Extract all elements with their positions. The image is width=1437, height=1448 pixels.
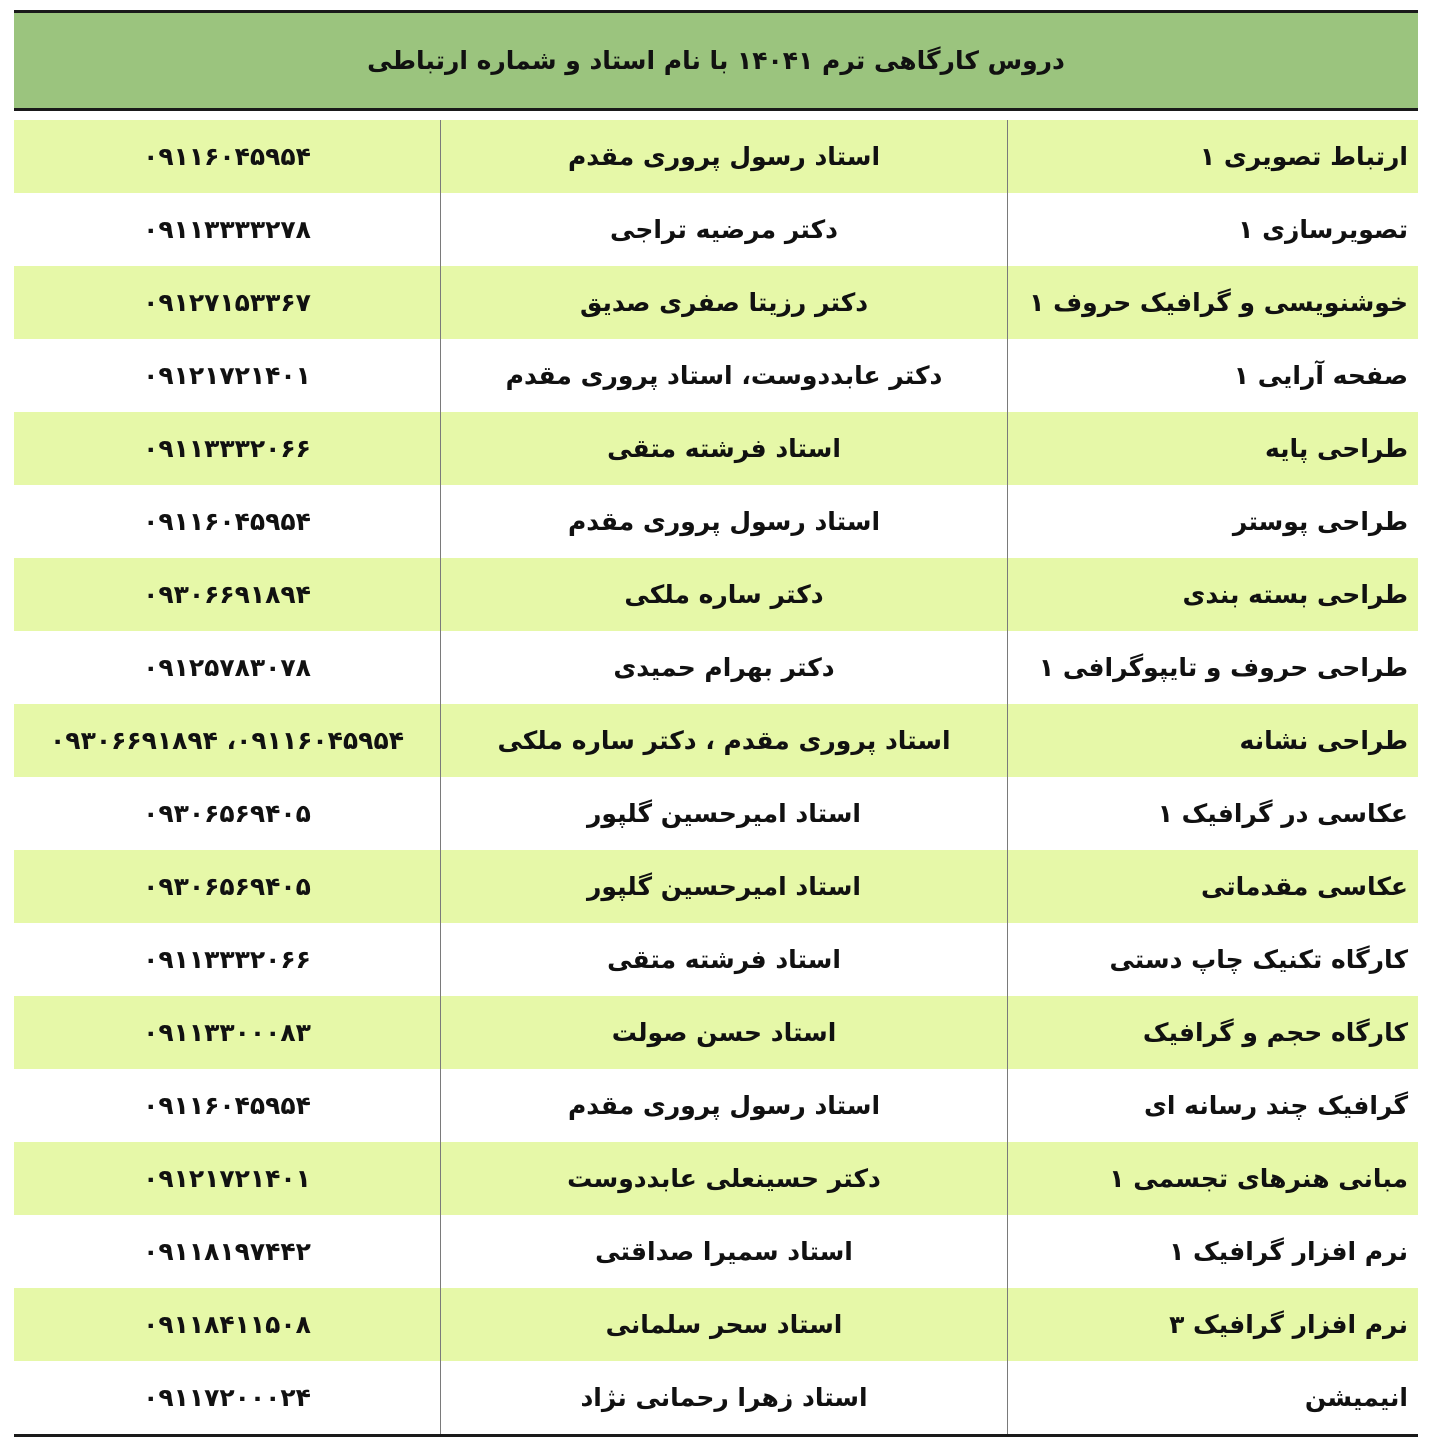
course-name-cell: مبانی هنرهای تجسمی ۱ [1007,1142,1418,1215]
teacher-name-cell: استاد امیرحسین گلپور [440,850,1007,923]
table-title: دروس کارگاهی ترم ۱۴۰۴۱ با نام استاد و شماره ارتباطی [14,10,1418,111]
table-row [14,923,1418,996]
teacher-name-cell: استاد امیرحسین گلپور [440,777,1007,850]
course-name-cell: گرافیک چند رسانه ای [1007,1069,1418,1142]
teacher-name-cell: استاد رسول پروری مقدم [440,120,1007,193]
course-name-cell: کارگاه تکنیک چاپ دستی [1007,923,1418,996]
phone-number-cell: ۰۹۳۰۶۶۹۱۸۹۴ [143,580,311,609]
phone-number-cell: ۰۹۱۱۷۲۰۰۰۲۴ [143,1383,311,1412]
teacher-name-cell: استاد فرشته متقی [440,412,1007,485]
table-row [14,558,1418,631]
table-row [14,850,1418,923]
phone-number-cell: ۰۹۱۱۳۳۰۰۰۸۳ [143,1018,311,1047]
teacher-name-cell: دکتر بهرام حمیدی [440,631,1007,704]
course-name-cell: طراحی پوستر [1007,485,1418,558]
table-row [14,412,1418,485]
table-row [14,1288,1418,1361]
table-row [14,704,1418,777]
teacher-name-cell: استاد سمیرا صداقتی [440,1215,1007,1288]
teacher-name-cell: استاد رسول پروری مقدم [440,485,1007,558]
table-row [14,631,1418,704]
table-row [14,1069,1418,1142]
table-row [14,996,1418,1069]
table-row [14,777,1418,850]
course-name-cell: ارتباط تصویری ۱ [1007,120,1418,193]
table-row [14,339,1418,412]
course-name-cell: تصویرسازی ۱ [1007,193,1418,266]
course-name-cell: طراحی پایه [1007,412,1418,485]
teacher-name-cell: دکتر حسینعلی عابددوست [440,1142,1007,1215]
course-name-cell: طراحی بسته بندی [1007,558,1418,631]
phone-number-cell: ۰۹۱۲۱۷۲۱۴۰۱ [143,1164,311,1193]
course-name-cell: کارگاه حجم و گرافیک [1007,996,1418,1069]
phone-number-cell: ۰۹۱۱۸۱۹۷۴۴۲ [143,1237,311,1266]
course-name-cell: عکاسی مقدماتی [1007,850,1418,923]
course-table-sheet [14,10,1418,1437]
table-row [14,1215,1418,1288]
teacher-name-cell: استاد رسول پروری مقدم [440,1069,1007,1142]
table-row [14,266,1418,339]
phone-number-cell: ۰۹۱۱۶۰۴۵۹۵۴ [143,1091,311,1120]
course-name-cell: نرم افزار گرافیک ۳ [1007,1288,1418,1361]
course-name-cell: انیمیشن [1007,1361,1418,1434]
phone-number-cell: ۰۹۱۱۳۳۳۲۰۶۶ [143,434,311,463]
teacher-name-cell: استاد زهرا رحمانی نژاد [440,1361,1007,1434]
table-row [14,120,1418,193]
course-name-cell: طراحی حروف و تایپوگرافی ۱ [1007,631,1418,704]
table-row [14,485,1418,558]
phone-number-cell: ۰۹۱۱۸۴۱۱۵۰۸ [143,1310,311,1339]
header-gap [14,111,1418,120]
table-row [14,1142,1418,1215]
phone-number-cell: ۰۹۱۲۷۱۵۳۳۶۷ [143,288,311,317]
phone-number-cell: ۰۹۱۱۶۰۴۵۹۵۴، ۰۹۳۰۶۶۹۱۸۹۴ [50,726,404,755]
phone-number-cell: ۰۹۱۱۳۳۳۲۰۶۶ [143,945,311,974]
course-name-cell: عکاسی در گرافیک ۱ [1007,777,1418,850]
phone-number-cell: ۰۹۱۱۳۳۳۳۲۷۸ [143,215,311,244]
course-name-cell: صفحه آرایی ۱ [1007,339,1418,412]
course-name-cell: طراحی نشانه [1007,704,1418,777]
course-name-cell: خوشنویسی و گرافیک حروف ۱ [1007,266,1418,339]
teacher-name-cell: استاد پروری مقدم ، دکتر ساره ملکی [440,704,1007,777]
teacher-name-cell: دکتر رزیتا صفری صدیق [440,266,1007,339]
teacher-name-cell: استاد فرشته متقی [440,923,1007,996]
teacher-name-cell: دکتر مرضیه تراجی [440,193,1007,266]
phone-number-cell: ۰۹۳۰۶۵۶۹۴۰۵ [143,799,311,828]
teacher-name-cell: استاد حسن صولت [440,996,1007,1069]
teacher-name-cell: دکتر ساره ملکی [440,558,1007,631]
table-row [14,1361,1418,1434]
phone-number-cell: ۰۹۱۱۶۰۴۵۹۵۴ [143,507,311,536]
table-row [14,193,1418,266]
course-name-cell: نرم افزار گرافیک ۱ [1007,1215,1418,1288]
teacher-name-cell: استاد سحر سلمانی [440,1288,1007,1361]
phone-number-cell: ۰۹۱۲۱۷۲۱۴۰۱ [143,361,311,390]
phone-number-cell: ۰۹۱۲۵۷۸۳۰۷۸ [143,653,311,682]
teacher-name-cell: دکتر عابددوست، استاد پروری مقدم [440,339,1007,412]
phone-number-cell: ۰۹۳۰۶۵۶۹۴۰۵ [143,872,311,901]
course-table [14,120,1418,1437]
phone-number-cell: ۰۹۱۱۶۰۴۵۹۵۴ [143,142,311,171]
